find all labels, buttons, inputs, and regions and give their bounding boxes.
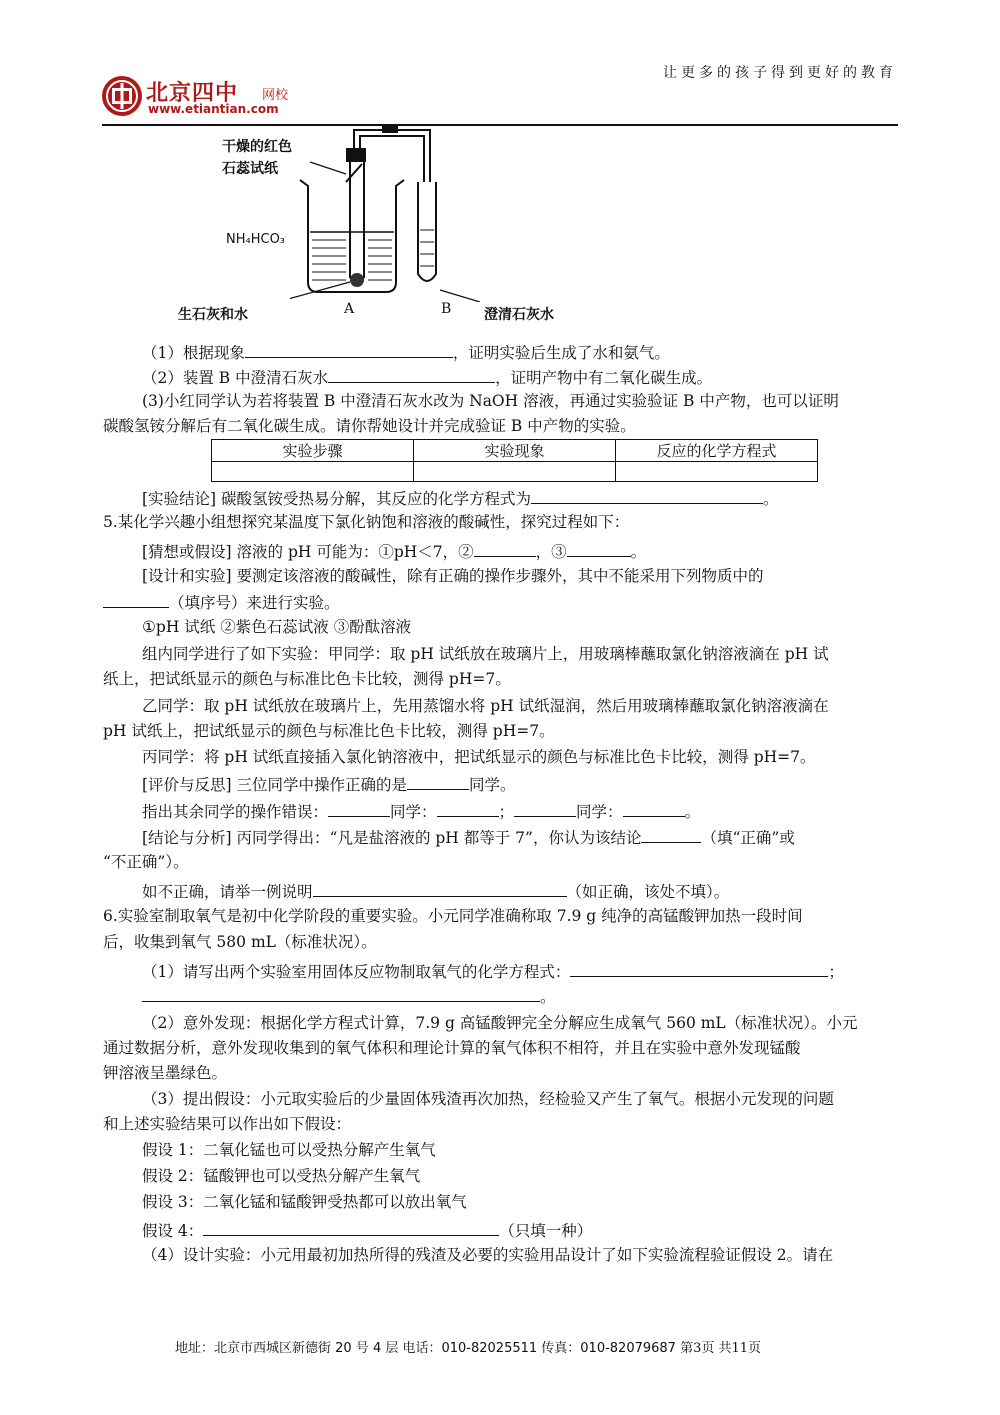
answer-blank[interactable] xyxy=(142,985,540,1002)
answer-blank[interactable] xyxy=(641,826,701,843)
table-header-cell: 反应的化学方程式 xyxy=(616,440,818,462)
q5-example: 如不正确，请举一例说明 （如正确，该处不填）。 xyxy=(142,880,729,902)
q5-analysis: [结论与分析] 丙同学得出：“凡是盐溶液的 pH 都等于 7”，你认为该结论 （填“正确”或 xyxy=(142,826,795,848)
q6-part3-line2: 和上述实验结果可以作出如下假设： xyxy=(103,1115,352,1133)
q6-part1: （1）请写出两个实验室用固体反应物制取氧气的化学方程式： ； xyxy=(142,960,844,982)
answer-blank[interactable] xyxy=(313,880,567,897)
q5-design-line2: （填序号）来进行实验。 xyxy=(103,591,340,613)
q6-part2-line1: （2）意外发现：根据化学方程式计算，7.9 g 高锰酸钾完全分解应生成氧气 560 mL（标准状况）。小元 xyxy=(142,1014,858,1032)
answer-blank[interactable] xyxy=(245,341,453,358)
q5-yi-line2: pH 试纸上，把试纸显示的颜色与标准比色卡比较，测得 pH=7。 xyxy=(103,722,555,740)
figure-label-limewater: 澄清石灰水 xyxy=(484,307,554,323)
q6-title-line1: 6.实验室制取氧气是初中化学阶段的重要实验。小元同学准确称取 7.9 g 纯净的高锰酸钾加热一段时间 xyxy=(103,907,803,925)
q5-design-line1: [设计和实验] 要测定该溶液的酸碱性，除有正确的操作步骤外，其中不能采用下列物质中的 xyxy=(142,567,764,585)
footer-address: 地址：北京市西城区新德街 20 号 4 层 电话：010-82025511 传真：010-82079687 xyxy=(175,1341,676,1356)
q5-title: 5.某化学兴趣小组想探究某温度下氯化钠饱和溶液的酸碱性，探究过程如下： xyxy=(103,513,630,531)
q5-jia-line2: 纸上，把试纸显示的颜色与标准比色卡比较，测得 pH=7。 xyxy=(103,670,511,688)
q5-yi-line1: 乙同学：取 pH 试纸放在玻璃片上，先用蒸馏水将 pH 试纸湿润，然后用玻璃棒蘸取氯化钠溶液滴在 xyxy=(142,697,829,715)
table-answer-cell[interactable] xyxy=(212,462,414,482)
q4-conclusion: [实验结论] 碳酸氢铵受热易分解，其反应的化学方程式为 。 xyxy=(142,487,779,509)
answer-blank[interactable] xyxy=(474,540,536,557)
school-logo-icon xyxy=(100,74,144,118)
answer-blank[interactable] xyxy=(407,773,469,790)
answer-blank[interactable] xyxy=(328,800,390,817)
q6-part2-line3: 钾溶液呈墨绿色。 xyxy=(103,1064,228,1082)
table-header-row xyxy=(212,440,818,462)
answer-blank[interactable] xyxy=(103,591,169,608)
q5-errors: 指出其余同学的操作错误： 同学： ； 同学： 。 xyxy=(142,800,700,822)
figure-label-compound: NH₄HCO₃ xyxy=(226,232,286,247)
q5-analysis-line2: “不正确”）。 xyxy=(103,853,189,871)
q6-hypothesis-3: 假设 3：二氧化锰和锰酸钾受热都可以放出氧气 xyxy=(142,1193,467,1211)
answer-blank[interactable] xyxy=(623,800,685,817)
table-answer-cell[interactable] xyxy=(414,462,616,482)
answer-blank[interactable] xyxy=(531,487,763,504)
figure-label-b: B xyxy=(441,301,452,317)
q6-hypothesis-2: 假设 2：锰酸钾也可以受热分解产生氧气 xyxy=(142,1167,421,1185)
header-slogan: 让更多的孩子得到更好的教育 xyxy=(663,65,897,81)
experiment-table xyxy=(211,439,818,482)
answer-blank[interactable] xyxy=(570,960,828,977)
q5-guess: [猜想或假设] 溶液的 pH 可能为：①pH＜7，② ，③ 。 xyxy=(142,540,646,562)
q6-hypothesis-1: 假设 1：二氧化锰也可以受热分解产生氧气 xyxy=(142,1141,436,1159)
answer-blank[interactable] xyxy=(203,1219,499,1236)
table-answer-cell[interactable] xyxy=(616,462,818,482)
q4-part3-line1: (3)小红同学认为若将装置 B 中澄清石灰水改为 NaOH 溶液，再通过实验验证 B 中产物，也可以证明 xyxy=(142,392,839,410)
figure-label-litmus-2: 石蕊试纸 xyxy=(222,161,278,177)
figure-label-litmus-1: 干燥的红色 xyxy=(222,139,292,155)
q6-title-line2: 后，收集到氧气 580 mL（标准状况）。 xyxy=(103,933,377,951)
q6-part1-line2: 。 xyxy=(142,985,556,1007)
table-header-cell: 实验步骤 xyxy=(212,440,414,462)
table-header-cell: 实验现象 xyxy=(414,440,616,462)
q4-part1: （1）根据现象 ，证明实验后生成了水和氨气。 xyxy=(142,341,670,363)
q5-bing: 丙同学：将 pH 试纸直接插入氯化钠溶液中，把试纸显示的颜色与标准比色卡比较，测得 pH=7。 xyxy=(142,748,816,766)
figure-label-lime: 生石灰和水 xyxy=(178,307,248,323)
logo-sub: 网校 xyxy=(262,88,289,103)
footer xyxy=(175,1337,761,1356)
q5-eval: [评价与反思] 三位同学中操作正确的是 同学。 xyxy=(142,773,516,795)
q4-part2: （2）装置 B 中澄清石灰水 ，证明产物中有二氧化碳生成。 xyxy=(142,366,712,388)
header-divider xyxy=(102,124,898,126)
table-row xyxy=(212,462,818,482)
q6-part3-line1: （3）提出假设：小元取实验后的少量固体残渣再次加热，经检验又产生了氧气。根据小元发现的问题 xyxy=(142,1090,834,1108)
q6-part2-line2: 通过数据分析，意外发现收集到的氧气体积和理论计算的氧气体积不相符，并且在实验中意外发现锰酸 xyxy=(103,1039,801,1057)
answer-blank[interactable] xyxy=(567,540,631,557)
figure-label-a: A xyxy=(344,301,355,317)
q4-part3-line2: 碳酸氢铵分解后有二氧化碳生成。请你帮她设计并完成验证 B 中产物的实验。 xyxy=(103,417,636,435)
logo-name: 北京四中 xyxy=(146,81,239,106)
q6-hypothesis-4: 假设 4： （只填一种） xyxy=(142,1219,592,1241)
footer-page: 第3页 共11页 xyxy=(680,1341,762,1356)
q5-options: ①pH 试纸 ②紫色石蕊试液 ③酚酞溶液 xyxy=(142,618,412,636)
answer-blank[interactable] xyxy=(514,800,576,817)
apparatus-diagram xyxy=(290,122,490,302)
q6-part4-line1: （4）设计实验：小元用最初加热所得的残渣及必要的实验用品设计了如下实验流程验证假设 2。请在 xyxy=(142,1246,834,1264)
q5-jia-line1: 组内同学进行了如下实验：甲同学：取 pH 试纸放在玻璃片上，用玻璃棒蘸取氯化钠溶液滴在 pH 试 xyxy=(142,645,829,663)
answer-blank[interactable] xyxy=(437,800,499,817)
answer-blank[interactable] xyxy=(328,366,495,383)
logo-url: www.etiantian.com xyxy=(148,102,279,116)
